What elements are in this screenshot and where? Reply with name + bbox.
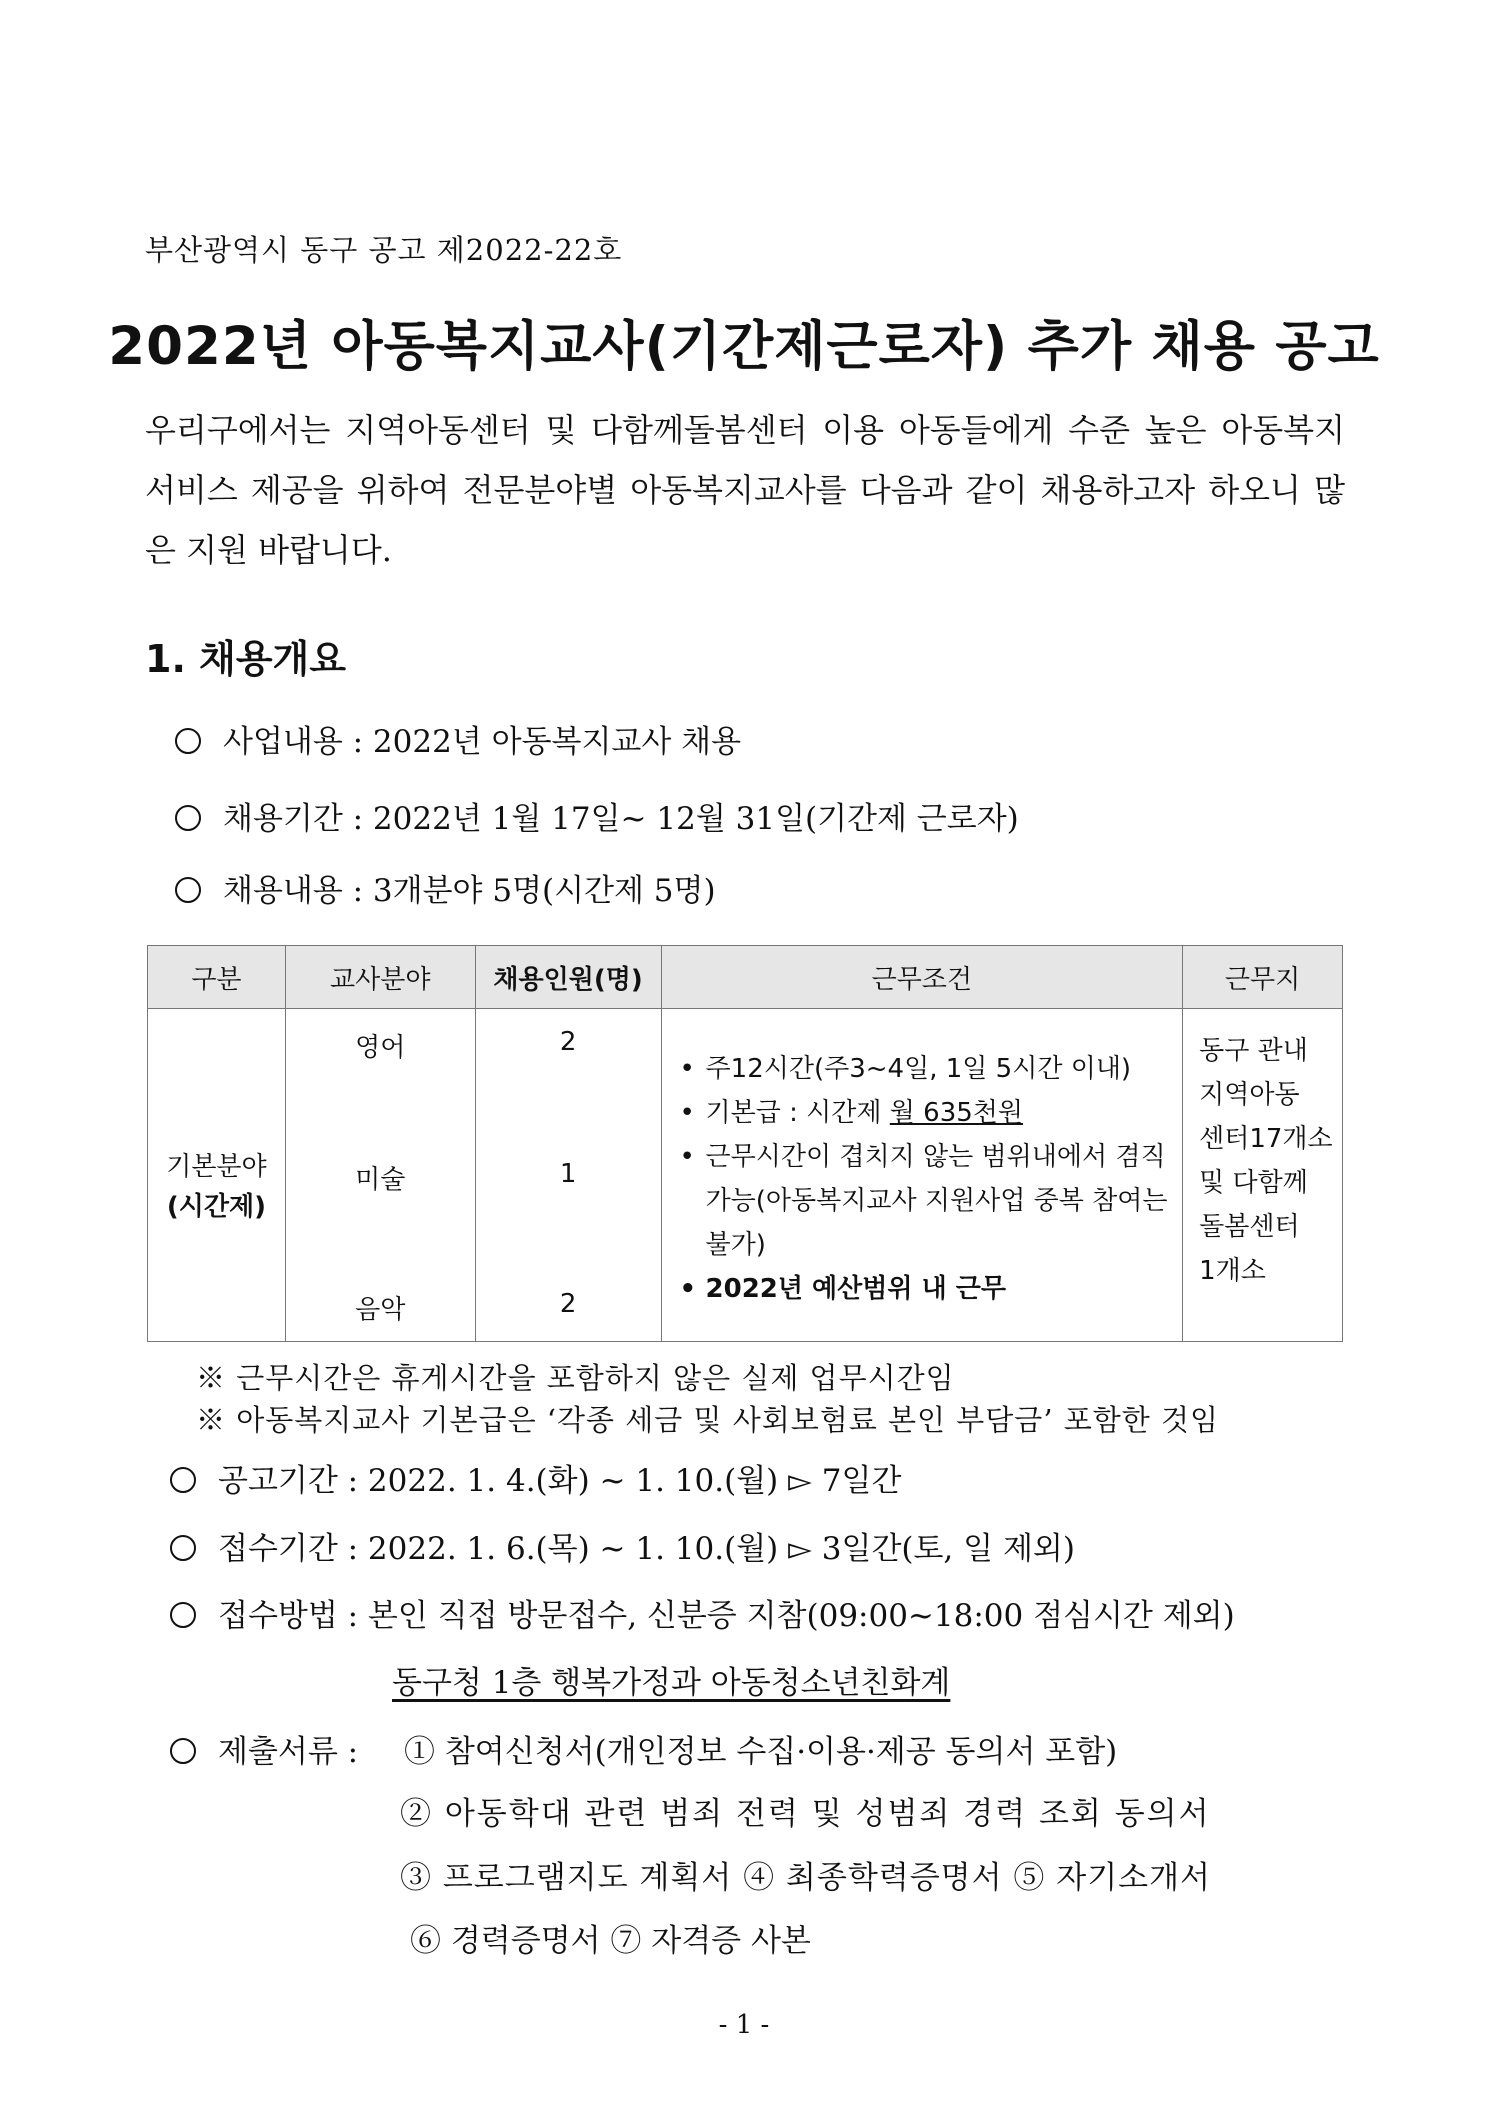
table-header-cell: 근무지 <box>1183 946 1343 1009</box>
conditions-list <box>662 1009 1183 1311</box>
table-header-cell: 채용인원(명) <box>475 946 661 1009</box>
condition-item: • 주12시간(주3~4일, 1일 5시간 이내) <box>680 1047 1173 1091</box>
circle-bullet-icon <box>170 1738 196 1764</box>
documents-item <box>170 1726 358 1771</box>
document-line: ② 아동학대 관련 범죄 전력 및 성범죄 경력 조회 동의서 <box>400 1796 1211 1832</box>
reception-place: 동구청 1층 행복가정과 아동청소년친화계 <box>392 1665 951 1701</box>
table-header-cell: 구분 <box>148 946 286 1009</box>
field-art: 미술 <box>355 1165 406 1195</box>
page-title: 2022년 아동복지교사(기간제근로자) 추가 채용 공고 <box>108 316 1380 377</box>
circle-bullet-icon <box>170 1535 196 1561</box>
overview-item: 채용기간 : 2022년 1월 17일~ 12월 31일(기간제 근로자) <box>175 793 1019 838</box>
condition-item: • 근무시간이 겹치지 않는 범위내에서 겸직 가능(아동복지교사 지원사업 중복 참여는 불가) <box>680 1135 1173 1267</box>
overview-item: 채용내용 : 3개분야 5명(시간제 5명) <box>175 865 716 910</box>
circle-bullet-icon <box>175 805 201 831</box>
workplace-cell <box>1183 1009 1343 1342</box>
table-header-cell: 교사분야 <box>285 946 475 1009</box>
document-line: ③ 프로그램지도 계획서 ④ 최종학력증명서 ⑤ 자기소개서 <box>400 1860 1211 1896</box>
condition-item: • 기본급 : 시간제 월 635천원 <box>680 1091 1173 1135</box>
table-header-cell: 근무조건 <box>661 946 1183 1009</box>
document-line: ① 참여신청서(개인정보 수집·이용·제공 동의서 포함) <box>404 1734 1118 1770</box>
circle-bullet-icon <box>175 877 201 903</box>
overview-item: 사업내용 : 2022년 아동복지교사 채용 <box>175 716 741 761</box>
count-english: 2 <box>559 1027 577 1057</box>
intro-paragraph: 우리구에서는 지역아동센터 및 다함께돌봄센터 이용 아동들에게 수준 높은 아동복지 서비스 제공을 위하여 전문분야별 아동복지교사를 다음과 같이 채용하고자 하오니 많은 지원 바랍니다. <box>145 411 1345 569</box>
count-music: 2 <box>559 1289 577 1319</box>
circle-bullet-icon <box>175 728 201 754</box>
circle-bullet-icon <box>170 1467 196 1493</box>
schedule-item: 공고기간 : 2022. 1. 4.(화) ~ 1. 10.(월) ▻ 7일간 <box>170 1455 901 1500</box>
table-header-row <box>148 946 1343 1009</box>
category-cell <box>148 1009 286 1342</box>
section-title: 1. 채용개요 <box>145 637 346 681</box>
note: ※ 아동복지교사 기본급은 ‘각종 세금 및 사회보험료 본인 부담금’ 포함한 것임 <box>196 1403 1220 1437</box>
count-art: 1 <box>559 1159 577 1189</box>
table-row <box>148 1009 1343 1342</box>
schedule-item: 접수기간 : 2022. 1. 6.(목) ~ 1. 10.(월) ▻ 3일간(토, 일 제외) <box>170 1523 1075 1568</box>
note: ※ 근무시간은 휴게시간을 포함하지 않은 실제 업무시간임 <box>196 1361 955 1395</box>
workplace-text: 동구 관내 지역아동 센터17개소 및 다함께 돌봄센터 1개소 <box>1199 1036 1333 1286</box>
category-sub-label: (시간제) <box>166 1192 266 1222</box>
documents-label: 제출서류 : <box>218 1734 359 1770</box>
notice-number: 부산광역시 동구 공고 제2022-22호 <box>145 233 623 267</box>
field-music: 음악 <box>355 1295 406 1325</box>
count-cell <box>475 1009 661 1342</box>
condition-item: • 2022년 예산범위 내 근무 <box>680 1267 1173 1311</box>
document-line: ⑥ 경력증명서 ⑦ 자격증 사본 <box>410 1923 811 1959</box>
category-label: 기본분야 <box>166 1152 267 1182</box>
page-number: - 1 - <box>718 2010 770 2040</box>
schedule-item: 접수방법 : 본인 직접 방문접수, 신분증 지참(09:00~18:00 점심시간 제외) <box>170 1590 1235 1635</box>
conditions-cell <box>661 1009 1183 1342</box>
circle-bullet-icon <box>170 1602 196 1628</box>
field-english: 영어 <box>355 1033 406 1063</box>
recruitment-table <box>147 945 1343 1342</box>
field-cell <box>285 1009 475 1342</box>
